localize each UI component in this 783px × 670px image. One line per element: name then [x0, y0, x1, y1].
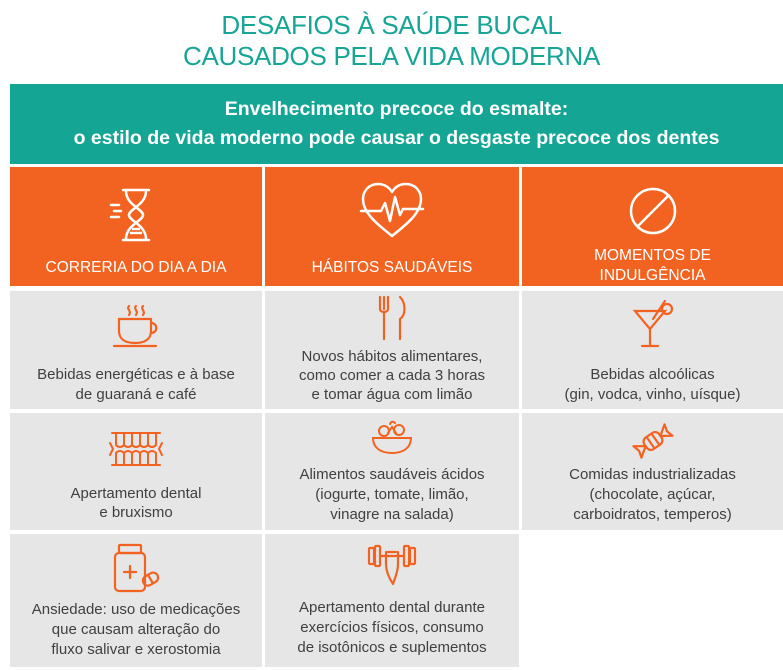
- cell-text-line: vinagre na salada): [330, 506, 454, 523]
- fork-knife-icon: [374, 295, 410, 343]
- cell-text-line: Bebidas alcoólicas: [590, 366, 715, 383]
- pill-bottle-icon: [111, 542, 161, 596]
- column-label-2: HÁBITOS SAUDÁVEIS: [311, 259, 473, 276]
- cell-alcoholic-drinks: [522, 291, 783, 409]
- cocktail-icon: [631, 299, 675, 349]
- coffee-cup-icon: [111, 303, 161, 349]
- column-header-healthy: [265, 167, 519, 286]
- cell-exercise-clenching: [265, 534, 519, 667]
- cell-text-line: exercícios físicos, consumo: [300, 619, 484, 636]
- banner: [10, 84, 783, 164]
- cell-text-line: (chocolate, açúcar,: [589, 486, 716, 503]
- cell-processed-foods: [522, 413, 783, 530]
- cell-text-line: Apertamento dental durante: [299, 599, 485, 616]
- cell-text-line: de isotônicos e suplementos: [297, 639, 487, 656]
- cell-acidic-foods: [265, 413, 519, 530]
- title-line-1: DESAFIOS À SAÚDE BUCAL: [221, 10, 562, 40]
- infographic-title: [0, 10, 783, 72]
- cell-text-line: (iogurte, tomate, limão,: [315, 486, 469, 503]
- cell-text-line: (gin, vodca, vinho, uísque): [564, 386, 741, 403]
- cell-text-line: e bruxismo: [99, 504, 173, 521]
- dumbbell-arm-icon: [367, 544, 417, 588]
- cell-text-line: Bebidas energéticas e à base: [37, 366, 235, 383]
- cell-text-line: como comer a cada 3 horas: [299, 367, 485, 384]
- clenched-teeth-icon: [108, 429, 164, 469]
- cell-text-line: fluxo salivar e xerostomia: [51, 641, 221, 658]
- cell-text-line: Novos hábitos alimentares,: [301, 348, 483, 365]
- column-header-rush: [10, 167, 262, 286]
- cell-bruxism: [10, 413, 262, 530]
- heartbeat-icon: [359, 181, 425, 239]
- cell-text-line: Ansiedade: uso de medicações: [31, 601, 241, 618]
- banner-line-1: Envelhecimento precoce do esmalte:: [224, 98, 569, 120]
- prohibited-icon: [628, 186, 678, 236]
- cell-text-line: e tomar água com limão: [311, 386, 473, 403]
- banner-line-2: o estilo de vida moderno pode causar o desgaste precoce dos dentes: [73, 127, 720, 149]
- salad-bowl-icon: [370, 420, 414, 456]
- title-line-2: CAUSADOS PELA VIDA MODERNA: [183, 41, 600, 71]
- cell-text-line: Apertamento dental: [70, 485, 202, 502]
- cell-text-line: carboidratos, temperos): [573, 506, 732, 523]
- cell-text-line: de guaraná e café: [75, 386, 197, 403]
- column-label-3b: INDULGÊNCIA: [599, 267, 706, 284]
- cell-new-eating-habits: [265, 291, 519, 409]
- column-label-1: CORRERIA DO DIA A DIA: [45, 259, 227, 276]
- cell-text-line: Alimentos saudáveis ácidos: [299, 466, 485, 483]
- cell-energy-drinks: [10, 291, 262, 409]
- column-header-indulgence: [522, 167, 783, 286]
- hourglass-icon: [109, 187, 163, 243]
- candy-icon: [631, 421, 675, 461]
- cell-anxiety-medication: [10, 534, 262, 667]
- cell-text-line: que causam alteração do: [51, 621, 221, 638]
- cell-text-line: Comidas industrializadas: [569, 466, 736, 483]
- column-label-3a: MOMENTOS DE: [594, 247, 711, 264]
